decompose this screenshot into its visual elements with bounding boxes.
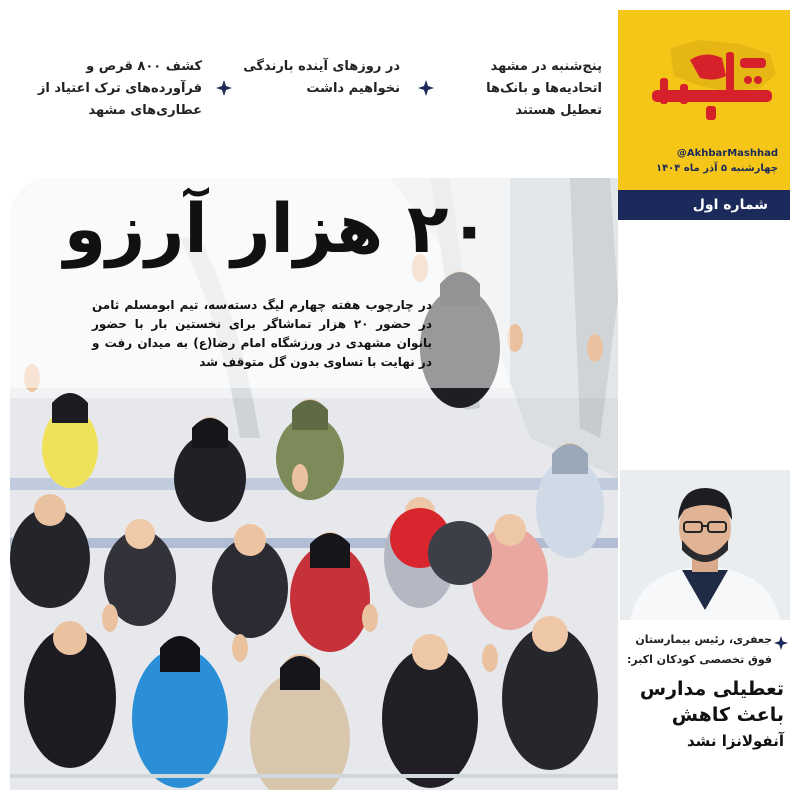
side-story-headline[interactable]: تعطیلی مدارس باعث کاهش (639, 678, 784, 726)
main-headline[interactable]: ۲۰ هزار آرزو (63, 190, 490, 269)
headline-pills-seized[interactable]: کشف ۸۰۰ قرص و فرآورده‌های ترک اعتیاد از عطاری‌های مشهد (37, 59, 202, 118)
diamond-sparkle-icon (418, 80, 434, 96)
issue-label: شماره اول (618, 190, 790, 220)
issue-date: چهارشنبه ۵ آذر ماه ۱۴۰۴ (655, 163, 778, 174)
side-story-headline-end[interactable]: آنفولانزا نشد (686, 732, 784, 750)
doctor-portrait (620, 470, 790, 620)
brand-panel (618, 10, 790, 212)
headline-banks-closed[interactable]: پنج‌شنبه در مشهد اتحادیه‌ها و بانک‌ها تعطیل هستند (486, 59, 602, 118)
side-story-lead: جعفری، رئیس بیمارستان فوق تخصصی کودکان اکبر: (626, 633, 772, 666)
akhbar-mashhad-logo (630, 30, 780, 130)
diamond-sparkle-icon (774, 636, 788, 650)
main-story-body: در چارچوب هفته چهارم لیگ دسته‌سه، تیم ابومسلم ثامن در حضور ۲۰ هزار تماشاگر برای نخستین بار با حضور بانوان مشهدی در ورزشگاه امام رضا(ع) به میدان رفت و در نهایت با تساوی بدون گل متوقف شد (92, 298, 432, 369)
headline-weather[interactable]: در روزهای آینده بارندگی نخواهیم داشت (243, 59, 400, 96)
brand-handle[interactable]: @AkhbarMashhad (676, 148, 778, 159)
diamond-sparkle-icon (216, 80, 232, 96)
